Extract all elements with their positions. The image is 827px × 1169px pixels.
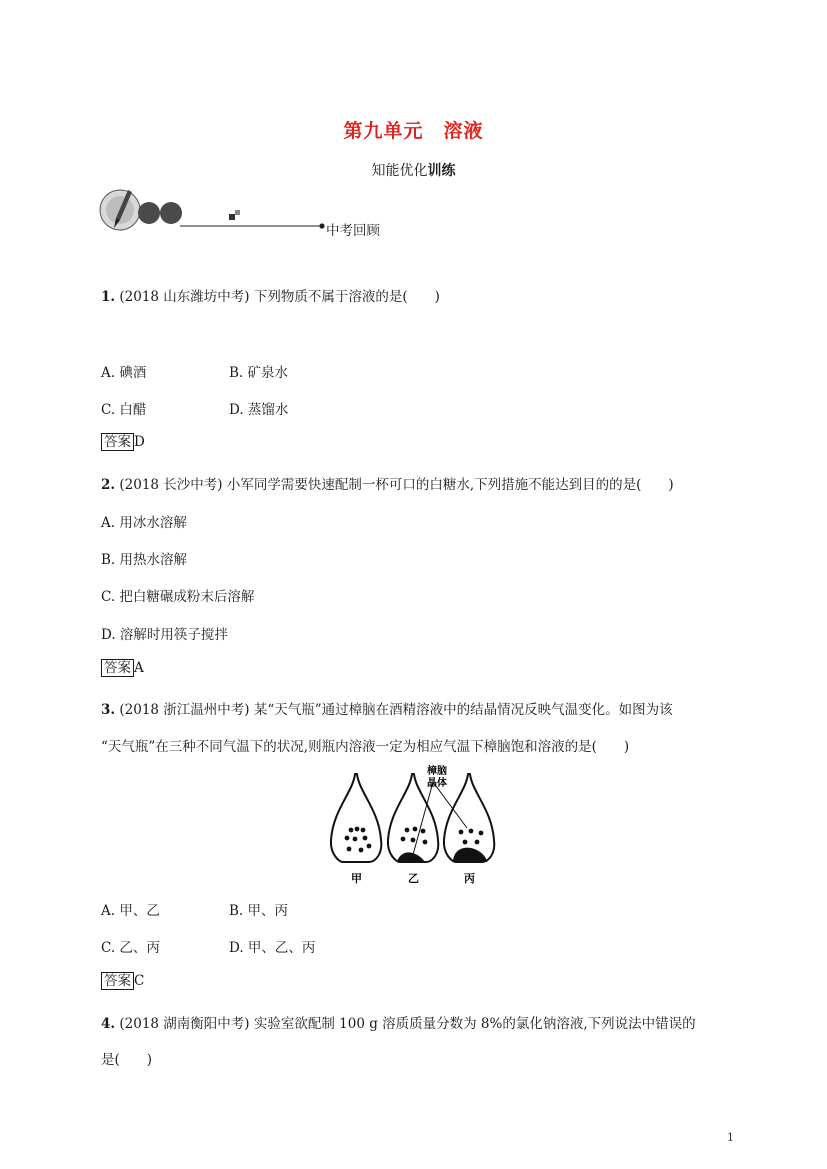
question-4-stem-line-2: 是( ) [101,1052,153,1068]
small-square-icon-2 [235,210,240,215]
small-square-icon [229,214,235,220]
brush-icon [100,190,140,230]
crystal-pointer [411,782,467,862]
crystals-bing [453,829,487,862]
answer-label: 答案 [101,659,134,677]
q3-answer [101,973,144,990]
figure-label-top-2: 晶体 [427,778,447,789]
bottle-label-yi: 乙 [408,872,419,885]
q1-option-c: C. 白醋 [101,402,147,418]
q3-answer-value: C [134,973,145,989]
section-header-decoration [98,186,338,238]
rule-end-dot [319,223,324,228]
question-3-stem-line-2: “天气瓶”在三种不同气温下的状况,则瓶内溶液一定为相应气温下樟脑饱和溶液的是( ) [101,739,630,755]
question-4-stem-line-1: 4. (2018 湖南衡阳中考) 实验室欲配制 100 g 溶质质量分数为 8%的氯化钠溶液,下列说法中错误的 [101,1016,696,1032]
subtitle-normal: 知能优化 [371,163,428,179]
q3-option-d: D. 甲、乙、丙 [229,940,316,956]
q2-answer-value: A [134,660,144,676]
q1-option-b: B. 矿泉水 [229,365,289,381]
figure-label-top-1: 樟脑 [427,766,447,777]
q1-answer-value: D [134,434,145,450]
question-2-stem: 2. (2018 长沙中考) 小军同学需要快速配制一杯可口的白糖水,下列措施不能达到目的的是( ) [101,477,674,493]
question-1-stem: 1. (2018 山东潍坊中考) 下列物质不属于溶液的是( ) [101,289,440,305]
q2-option-d: D. 溶解时用筷子搅拌 [101,627,228,643]
crystals-jia [345,827,372,853]
page-title: 第九单元 溶液 [343,120,484,142]
q2-option-a: A. 用冰水溶解 [101,515,187,531]
bottle-label-bing: 丙 [464,872,475,885]
dot-icon-1 [138,202,160,224]
answer-label: 答案 [101,433,134,451]
bottle-jia [331,774,381,862]
q2-answer [101,660,144,677]
question-3-stem-line-1: 3. (2018 浙江温州中考) 某“天气瓶”通过樟脑在酒精溶液中的结晶情况反映气温变化。如图为该 [101,702,673,718]
q3-option-b: B. 甲、丙 [229,903,289,919]
q1-answer [101,434,145,451]
q3-option-c: C. 乙、丙 [101,940,160,956]
q2-option-c: C. 把白糖碾成粉末后溶解 [101,589,255,605]
subtitle-bold: 训练 [427,163,456,179]
q1-option-d: D. 蒸馏水 [229,402,289,418]
page-number: 1 [727,1131,734,1144]
bottle-label-jia: 甲 [351,872,362,885]
q2-option-b: B. 用热水溶解 [101,552,188,568]
section-label: 中考回顾 [326,223,380,239]
dot-icon-2 [160,202,182,224]
page-subtitle [0,160,827,180]
weather-bottle-figure [325,762,505,888]
q1-option-a: A. 碘酒 [101,365,147,381]
answer-label: 答案 [101,972,134,990]
q3-option-a: A. 甲、乙 [101,903,160,919]
